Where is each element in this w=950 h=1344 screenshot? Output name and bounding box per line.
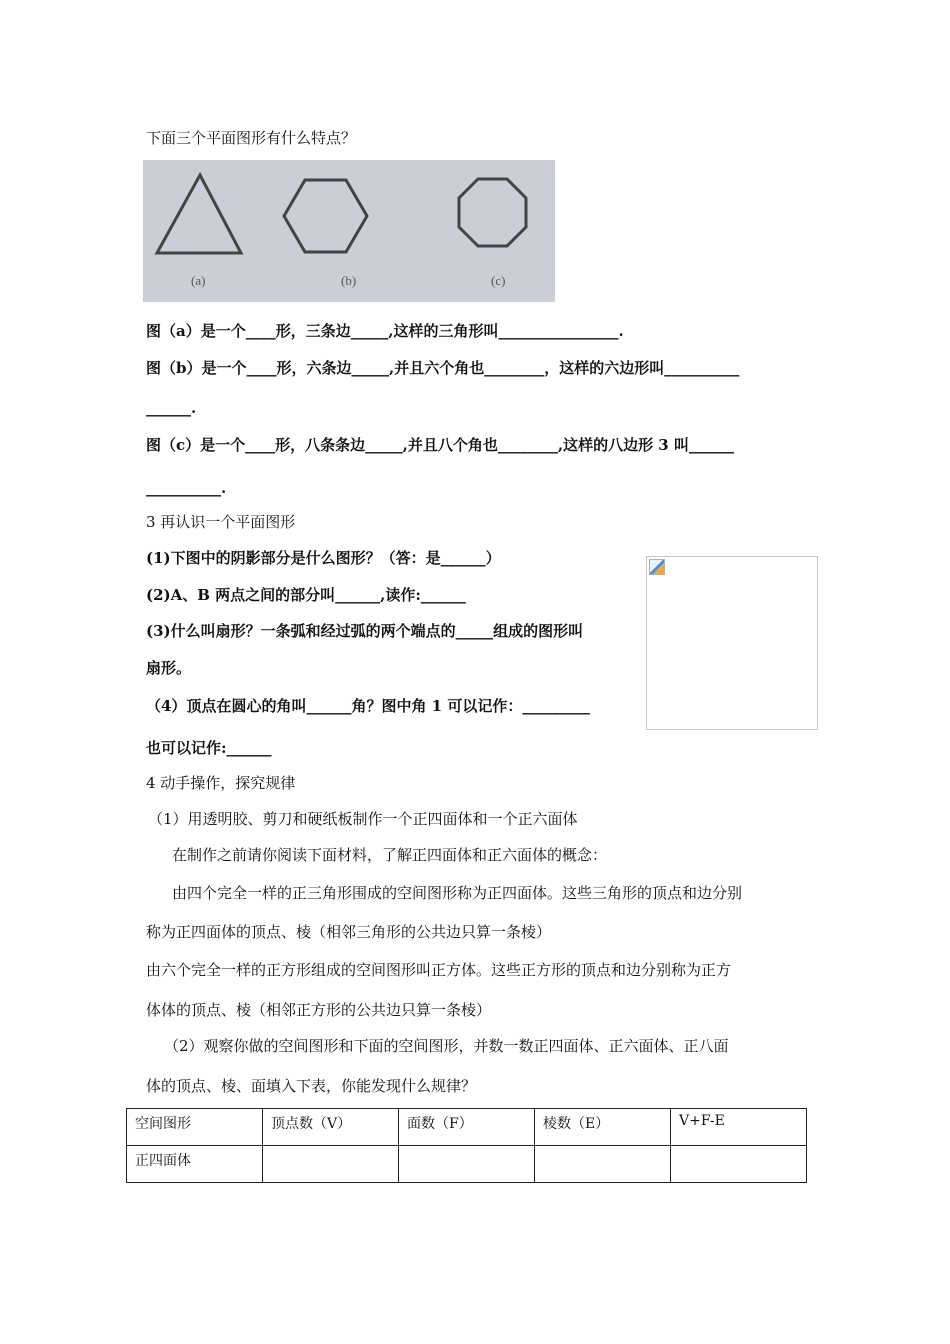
para-5a: （2）观察你做的空间图形和下面的空间图形，并数一数正四面体、正六面体、正八面 [164, 1037, 729, 1055]
para-3a: 由四个完全一样的正三角形围成的空间图形称为正四面体。这些三角形的顶点和边分别 [172, 884, 743, 902]
table-header-row [127, 1109, 807, 1146]
table-header-cell: 棱数（E） [535, 1109, 671, 1146]
para-2: 在制作之前请你阅读下面材料，了解正四面体和正六面体的概念： [172, 846, 608, 864]
triangle-shape [157, 175, 241, 253]
line-c1: 图（c）是一个____形，八条条边_____,并且八个角也________,这样的八边形 3 叫______ [146, 436, 734, 454]
para-5b: 体的顶点、棱、面填入下表，你能发现什么规律？ [146, 1077, 477, 1095]
intro-question: 下面三个平面图形有什么特点？ [146, 129, 357, 147]
figure-label-a: (a) [191, 273, 206, 288]
hexagon-shape [284, 180, 367, 252]
image-placeholder [646, 556, 818, 730]
question-3a: (3)什么叫扇形？一条弧和经过弧的两个端点的_____组成的图形叫 [146, 622, 584, 640]
section-4-title: 4 动手操作，探究规律 [146, 774, 296, 792]
broken-image-icon [649, 559, 665, 575]
para-1: （1）用透明胶、剪刀和硬纸板制作一个正四面体和一个正六面体 [148, 810, 578, 828]
question-4a: （4）顶点在圆心的角叫______角？图中角 1 可以记作：_________ [146, 697, 590, 715]
table-header-cell: 面数（F） [399, 1109, 535, 1146]
table-cell[interactable] [535, 1146, 671, 1183]
question-2: (2)A、B 两点之间的部分叫______,读作:______ [146, 586, 466, 604]
line-a: 图（a）是一个____形，三条边_____,这样的三角形叫________________. [146, 322, 624, 340]
question-3b: 扇形。 [146, 659, 192, 677]
table-cell[interactable] [399, 1146, 535, 1183]
table-header-cell: 空间图形 [127, 1109, 263, 1146]
para-4a: 由六个完全一样的正方形组成的空间图形叫正方体。这些正方形的顶点和边分别称为正方 [146, 961, 732, 979]
table-cell[interactable] [671, 1146, 807, 1183]
line-c2: __________. [146, 479, 227, 497]
table-cell[interactable] [263, 1146, 399, 1183]
table-row [127, 1146, 807, 1183]
line-b1: 图（b）是一个____形，六条边_____,并且六个角也________，这样的六边形叫__________ [146, 359, 740, 377]
table-cell: 正四面体 [127, 1146, 263, 1183]
section-3-title: 3 再认识一个平面图形 [146, 513, 296, 531]
para-4b: 体体的顶点、棱（相邻正方形的公共边只算一条棱） [146, 1001, 492, 1019]
line-b2: ______. [146, 399, 197, 417]
figure-label-c: (c) [491, 273, 506, 288]
octagon-shape [459, 179, 526, 246]
figure-label-b: (b) [341, 273, 357, 288]
table-header-cell: 顶点数（V） [263, 1109, 399, 1146]
table-header-cell: V+F-E [671, 1109, 807, 1146]
question-4b: 也可以记作:______ [146, 739, 272, 757]
para-3b: 称为正四面体的顶点、棱（相邻三角形的公共边只算一条棱） [146, 923, 552, 941]
polyhedra-table [126, 1108, 807, 1183]
question-1: (1)下图中的阴影部分是什么图形？（答：是______） [146, 549, 501, 567]
polygon-figure [143, 160, 555, 302]
